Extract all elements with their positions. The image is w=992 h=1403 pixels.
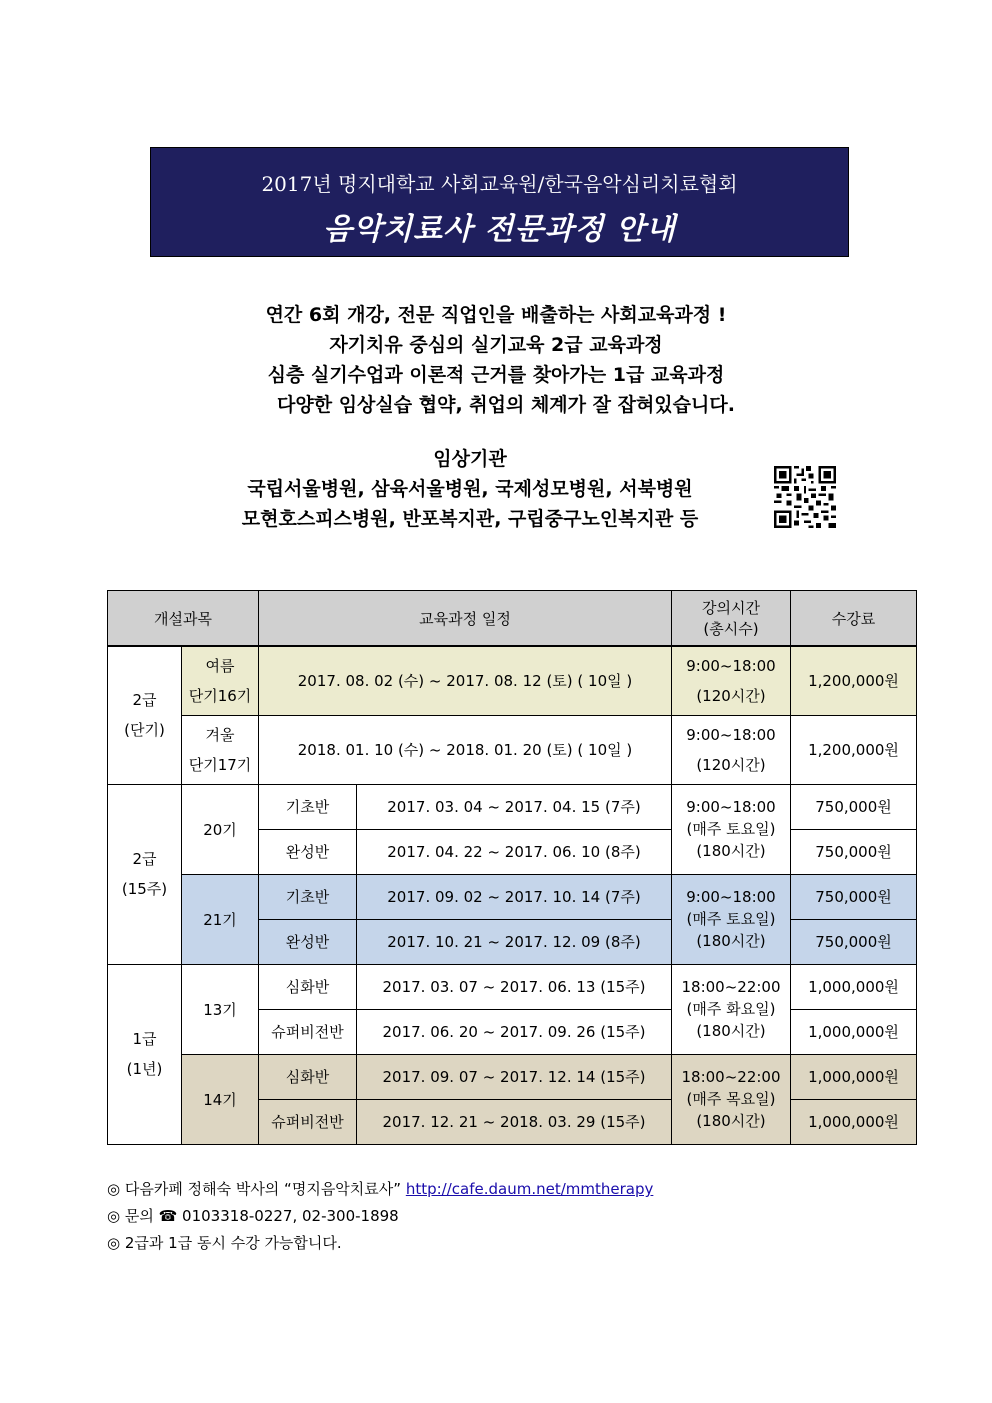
group-cell: 2급 (15주) [108,784,182,964]
dates-cell: 2017. 04. 22 ~ 2017. 06. 10 (8주) [357,829,672,874]
hours-cell: 18:00~22:00 (매주 화요일) (180시간) [672,964,791,1054]
fee-cell: 1,000,000원 [791,1009,917,1054]
dates-cell: 2018. 01. 10 (수) ~ 2018. 01. 20 (토) ( 10일 ) [259,715,672,784]
class-cell: 심화반 [259,1054,357,1099]
dates-cell: 2017. 06. 20 ~ 2017. 09. 26 (15주) [357,1009,672,1054]
fee-cell: 1,000,000원 [791,1054,917,1099]
hours-cell: 9:00~18:00 (120시간) [672,715,791,784]
enrollment-note: ◎ 2급과 1급 동시 수강 가능합니다. [107,1234,342,1252]
header-schedule: 교육과정 일정 [259,591,672,647]
cafe-note: ◎ 다음카페 정해숙 박사의 “명지음악치료사” http://cafe.daum.net/mmtherapy [107,1180,654,1198]
class-cell: 완성반 [259,829,357,874]
table-header-row [108,591,917,647]
cohort-cell: 13기 [182,964,259,1054]
class-cell: 기초반 [259,874,357,919]
hours-cell: 18:00~22:00 (매주 목요일) (180시간) [672,1054,791,1144]
fee-cell: 1,000,000원 [791,964,917,1009]
term-cell: 여름 단기16기 [182,646,259,715]
group-cell: 2급 (단기) [108,646,182,784]
hours-cell: 9:00~18:00 (매주 토요일) (180시간) [672,874,791,964]
group-cell: 1급 (1년) [108,964,182,1144]
table-row [108,784,917,829]
dates-cell: 2017. 03. 07 ~ 2017. 06. 13 (15주) [357,964,672,1009]
fee-cell: 750,000원 [791,919,917,964]
fee-cell: 1,200,000원 [791,715,917,784]
fee-cell: 750,000원 [791,784,917,829]
clinical-line: 모현호스피스병원, 반포복지관, 구립중구노인복지관 등 [241,508,699,530]
cohort-cell: 14기 [182,1054,259,1144]
fee-cell: 750,000원 [791,874,917,919]
table-row [108,964,917,1009]
hours-cell: 9:00~18:00 (매주 토요일) (180시간) [672,784,791,874]
header-fee: 수강료 [791,591,917,647]
dates-cell: 2017. 12. 21 ~ 2018. 03. 29 (15주) [357,1099,672,1144]
class-cell: 심화반 [259,964,357,1009]
fee-cell: 1,200,000원 [791,646,917,715]
cafe-link[interactable]: http://cafe.daum.net/mmtherapy [405,1180,654,1198]
table-row [108,1054,917,1099]
clinical-line: 국립서울병원, 삼육서울병원, 국제성모병원, 서북병원 [247,478,693,500]
table-row [108,715,917,784]
dates-cell: 2017. 03. 04 ~ 2017. 04. 15 (7주) [357,784,672,829]
intro-line: 연간 6회 개강, 전문 직업인을 배출하는 사회교육과정 ! [265,304,727,326]
schedule-table [107,590,917,1145]
header-hours: 강의시간 (총시수) [672,591,791,647]
cohort-cell: 21기 [182,874,259,964]
banner-subtitle: 2017년 명지대학교 사회교육원/한국음악심리치료협회 [261,172,738,196]
class-cell: 슈퍼비전반 [259,1099,357,1144]
class-cell: 기초반 [259,784,357,829]
hours-cell: 9:00~18:00 (120시간) [672,646,791,715]
table-row [108,646,917,715]
banner-title: 음악치료사 전문과정 안내 [323,212,676,247]
dates-cell: 2017. 10. 21 ~ 2017. 12. 09 (8주) [357,919,672,964]
intro-line: 자기치유 중심의 실기교육 2급 교육과정 [329,334,663,356]
fee-cell: 1,000,000원 [791,1099,917,1144]
dates-cell: 2017. 08. 02 (수) ~ 2017. 08. 12 (토) ( 10일 ) [259,646,672,715]
dates-cell: 2017. 09. 02 ~ 2017. 10. 14 (7주) [357,874,672,919]
contact-note: ◎ 문의 ☎ 0103318-0227, 02-300-1898 [107,1207,399,1225]
intro-text [0,300,992,420]
clinical-heading: 임상기관 [433,448,507,470]
title-banner [150,147,849,257]
fee-cell: 750,000원 [791,829,917,874]
dates-cell: 2017. 09. 07 ~ 2017. 12. 14 (15주) [357,1054,672,1099]
footer-notes [107,1176,653,1257]
header-course: 개설과목 [108,591,259,647]
class-cell: 슈퍼비전반 [259,1009,357,1054]
cohort-cell: 20기 [182,784,259,874]
term-cell: 겨울 단기17기 [182,715,259,784]
table-row [108,874,917,919]
intro-line: 심층 실기수업과 이론적 근거를 찾아가는 1급 교육과정 [267,364,725,386]
qr-code-icon[interactable] [774,466,836,528]
class-cell: 완성반 [259,919,357,964]
intro-line: 다양한 임상실습 협약, 취업의 체계가 잘 잡혀있습니다. [277,394,735,416]
